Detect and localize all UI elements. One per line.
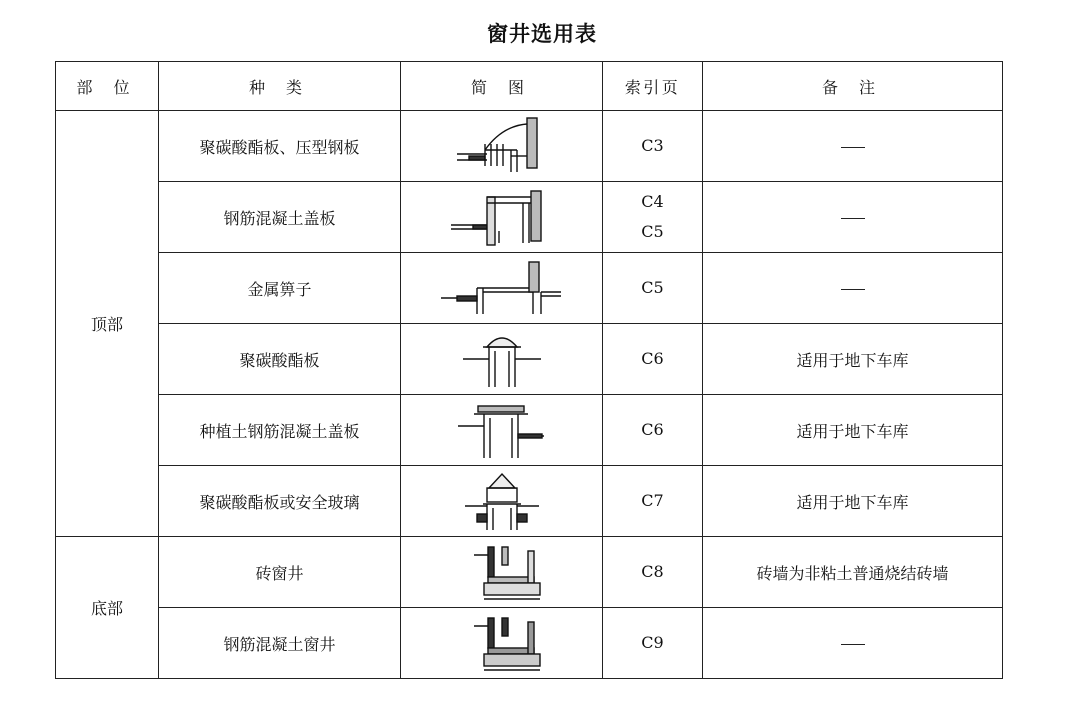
remark-cell: [703, 182, 1003, 253]
sketch-cell: [401, 324, 603, 395]
row-type: 砖窗井: [159, 537, 401, 608]
sketch-planted-soil-cover-icon: [452, 400, 552, 460]
table-row: [56, 537, 1003, 608]
page-cell: [603, 466, 703, 537]
remark-cell: [703, 253, 1003, 324]
remark-cell: 适用于地下车库: [703, 466, 1003, 537]
page-cell: [603, 182, 703, 253]
dash-mark: [841, 289, 865, 290]
dash-mark: [841, 218, 865, 219]
header-position: 部 位: [56, 62, 159, 111]
page-ref: C5: [641, 278, 664, 297]
table-row: [56, 324, 1003, 395]
sketch-cell: [401, 253, 603, 324]
row-type: 聚碳酸酯板或安全玻璃: [159, 466, 401, 537]
window-well-selection-table: [55, 61, 1003, 679]
page-cell: [603, 608, 703, 679]
page-ref: C7: [641, 491, 664, 510]
row-type: 钢筋混凝土窗井: [159, 608, 401, 679]
remark-cell: 适用于地下车库: [703, 395, 1003, 466]
header-remarks: 备 注: [703, 62, 1003, 111]
sketch-cell: [401, 395, 603, 466]
sketch-cell: [401, 608, 603, 679]
remark-cell: [703, 111, 1003, 182]
header-row: [56, 62, 1003, 111]
table-row: [56, 182, 1003, 253]
table-row: [56, 253, 1003, 324]
row-type: 种植土钢筋混凝土盖板: [159, 395, 401, 466]
group-top: 顶部: [56, 111, 159, 537]
dash-mark: [841, 147, 865, 148]
page-ref: C6: [641, 420, 664, 439]
sketch-cell: [401, 182, 603, 253]
table-row: [56, 395, 1003, 466]
page-cell: [603, 253, 703, 324]
sketch-cell: [401, 111, 603, 182]
table-row: [56, 466, 1003, 537]
page-cell: [603, 111, 703, 182]
row-type: 钢筋混凝土盖板: [159, 182, 401, 253]
sketch-concrete-cover-icon: [447, 187, 557, 247]
dash-mark: [841, 644, 865, 645]
table-row: [56, 608, 1003, 679]
page-ref: C4: [641, 192, 664, 211]
sketch-cell: [401, 466, 603, 537]
sketch-cell: [401, 537, 603, 608]
remark-cell: 砖墙为非粘土普通烧结砖墙: [703, 537, 1003, 608]
page-ref: C9: [641, 633, 664, 652]
page-cell: [603, 395, 703, 466]
header-type: 种 类: [159, 62, 401, 111]
row-type: 聚碳酸酯板: [159, 324, 401, 395]
page-ref: C6: [641, 349, 664, 368]
group-bottom: 底部: [56, 537, 159, 679]
header-sketch: 简 图: [401, 62, 603, 111]
header-index-page: 索引页: [603, 62, 703, 111]
sketch-concrete-well-icon: [462, 612, 542, 674]
page-cell: [603, 324, 703, 395]
remark-cell: 适用于地下车库: [703, 324, 1003, 395]
page-cell: [603, 537, 703, 608]
row-type: 金属箅子: [159, 253, 401, 324]
page-ref: C8: [641, 562, 664, 581]
row-type: 聚碳酸酯板、压型钢板: [159, 111, 401, 182]
sketch-brick-well-icon: [462, 541, 542, 603]
page-ref: C5: [641, 222, 664, 241]
page-ref: C3: [641, 136, 664, 155]
sketch-polycarbonate-dome-icon: [457, 329, 547, 389]
sketch-safety-glass-icon: [457, 470, 547, 532]
page-title: 窗井选用表: [487, 22, 597, 46]
remark-cell: [703, 608, 1003, 679]
sketch-metal-grate-icon: [437, 258, 567, 318]
table-row: [56, 111, 1003, 182]
sketch-polycarbonate-steel-icon: [447, 116, 557, 176]
